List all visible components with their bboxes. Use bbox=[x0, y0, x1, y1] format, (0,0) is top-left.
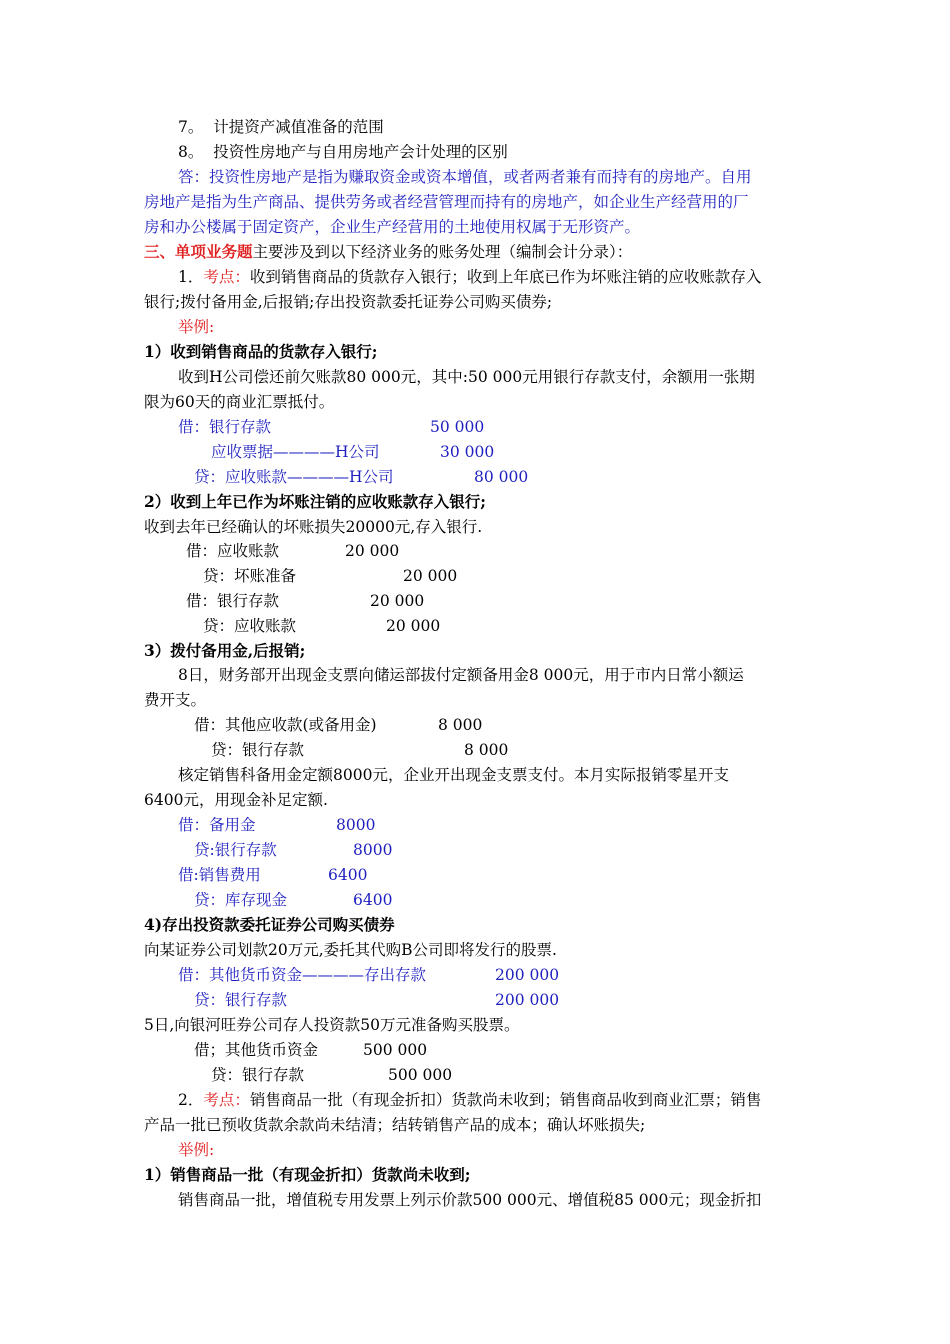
entry-amount: 200 000 bbox=[495, 966, 560, 984]
entry-amount: 8 000 bbox=[464, 741, 509, 759]
entry-amount: 500 000 bbox=[363, 1041, 428, 1059]
case-heading-5: 1）销售商品一批（有现金折扣）货款尚未收到; bbox=[144, 1165, 471, 1184]
item-number: 2． bbox=[178, 1091, 204, 1109]
entry-account: 借：应收账款 bbox=[186, 542, 280, 560]
entry-amount: 20 000 bbox=[370, 592, 425, 610]
entry-amount: 20 000 bbox=[386, 617, 441, 635]
entry-amount: 6400 bbox=[328, 866, 368, 884]
case-text: 收到去年已经确认的坏账损失20000元,存入银行. bbox=[144, 518, 483, 536]
entry-amount: 500 000 bbox=[388, 1066, 453, 1084]
entry-account: 贷：坏账准备 bbox=[203, 567, 297, 585]
exam-point-text: 销售商品一批（有现金折扣）货款尚未收到；销售商品收到商业汇票；销售 bbox=[249, 1091, 762, 1109]
case-text: 限为60天的商业汇票抵付。 bbox=[144, 393, 335, 411]
section-heading bbox=[144, 242, 632, 262]
entry-amount: 30 000 bbox=[440, 443, 495, 461]
case-text: 费开支。 bbox=[144, 691, 207, 709]
entry-account: 贷：银行存款 bbox=[211, 1066, 305, 1084]
entry-amount: 200 000 bbox=[495, 991, 560, 1009]
exam-point-1-cont: 银行;拨付备用金,后报销;存出投资款委托证券公司购买债券; bbox=[144, 293, 553, 311]
entry-account: 贷：银行存款 bbox=[194, 991, 288, 1009]
exam-point-text: 收到销售商品的货款存入银行；收到上年底已作为坏账注销的应收账款存入 bbox=[249, 268, 762, 286]
entry-account: 贷：银行存款 bbox=[211, 741, 305, 759]
entry-amount: 20 000 bbox=[403, 567, 458, 585]
case-heading-1: 1）收到销售商品的货款存入银行; bbox=[144, 342, 378, 361]
question-8: 8。 投资性房地产与自用房地产会计处理的区别 bbox=[178, 143, 508, 161]
entry-amount: 8000 bbox=[336, 816, 376, 834]
case-text: 6400元，用现金补足定额. bbox=[144, 791, 328, 809]
entry-account: 借：其他货币资金————存出存款 bbox=[178, 966, 427, 984]
section-intro: 主要涉及到以下经济业务的账务处理（编制会计分录）： bbox=[252, 243, 633, 261]
exam-point-label: 考点： bbox=[203, 268, 250, 286]
case-text: 核定销售科备用金定额8000元，企业开出现金支票支付。本月实际报销零星开支 bbox=[178, 766, 729, 784]
entry-amount: 8000 bbox=[353, 841, 393, 859]
exam-point-label: 考点： bbox=[203, 1091, 250, 1109]
entry-amount: 6400 bbox=[353, 891, 393, 909]
case-text: 向某证券公司划款20万元,委托其代购B公司即将发行的股票. bbox=[144, 941, 557, 959]
case-text: 5日,向银河旺券公司存人投资款50万元准备购买股票。 bbox=[144, 1016, 520, 1034]
entry-account: 应收票据————H公司 bbox=[211, 443, 380, 461]
entry-account: 贷:银行存款 bbox=[194, 841, 277, 859]
answer-line-1: 答：投资性房地产是指为赚取资金或资本增值，或者两者兼有而持有的房地产。自用 bbox=[178, 168, 752, 186]
entry-account: 贷：库存现金 bbox=[194, 891, 288, 909]
entry-amount: 80 000 bbox=[474, 468, 529, 486]
entry-account: 借；其他货币资金 bbox=[194, 1041, 319, 1059]
answer-line-2: 房地产是指为生产商品、提供劳务或者经营管理而持有的房地产，如企业生产经营用的厂 bbox=[144, 193, 749, 211]
entry-account: 借：银行存款 bbox=[178, 418, 272, 436]
case-heading-4: 4)存出投资款委托证券公司购买债券 bbox=[144, 915, 395, 934]
exam-point-1 bbox=[178, 267, 761, 287]
exam-point-2-cont: 产品一批已预收货款余款尚未结清；结转销售产品的成本；确认坏账损失; bbox=[144, 1116, 646, 1134]
section-title: 三、单项业务题 bbox=[144, 242, 253, 261]
entry-amount: 20 000 bbox=[345, 542, 400, 560]
case-text: 收到H公司偿还前欠账款80 000元，其中:50 000元用银行存款支付，余额用一张期 bbox=[178, 368, 755, 386]
case-heading-2: 2）收到上年已作为坏账注销的应收账款存入银行; bbox=[144, 492, 487, 511]
entry-account: 贷：应收账款 bbox=[203, 617, 297, 635]
case-text: 8日，财务部开出现金支票向储运部拔付定额备用金8 000元，用于市内日常小额运 bbox=[178, 666, 744, 684]
item-number: 1． bbox=[178, 268, 204, 286]
entry-account: 借：备用金 bbox=[178, 816, 256, 834]
entry-account: 借：银行存款 bbox=[186, 592, 280, 610]
entry-account: 借:销售费用 bbox=[178, 866, 261, 884]
example-label: 举例: bbox=[178, 1141, 215, 1159]
exam-point-2 bbox=[178, 1090, 761, 1110]
case-text: 销售商品一批，增值税专用发票上列示价款500 000元、增值税85 000元；现金折扣 bbox=[178, 1191, 762, 1209]
answer-line-3: 房和办公楼属于固定资产，企业生产经营用的土地使用权属于无形资产。 bbox=[144, 218, 641, 236]
entry-account: 贷：应收账款————H公司 bbox=[194, 468, 394, 486]
entry-account: 借：其他应收款(或备用金) bbox=[194, 716, 377, 734]
entry-amount: 8 000 bbox=[438, 716, 483, 734]
question-7: 7。 计提资产减值准备的范围 bbox=[178, 118, 384, 136]
case-heading-3: 3）拨付备用金,后报销; bbox=[144, 641, 306, 660]
entry-amount: 50 000 bbox=[430, 418, 485, 436]
example-label: 举例: bbox=[178, 318, 215, 336]
